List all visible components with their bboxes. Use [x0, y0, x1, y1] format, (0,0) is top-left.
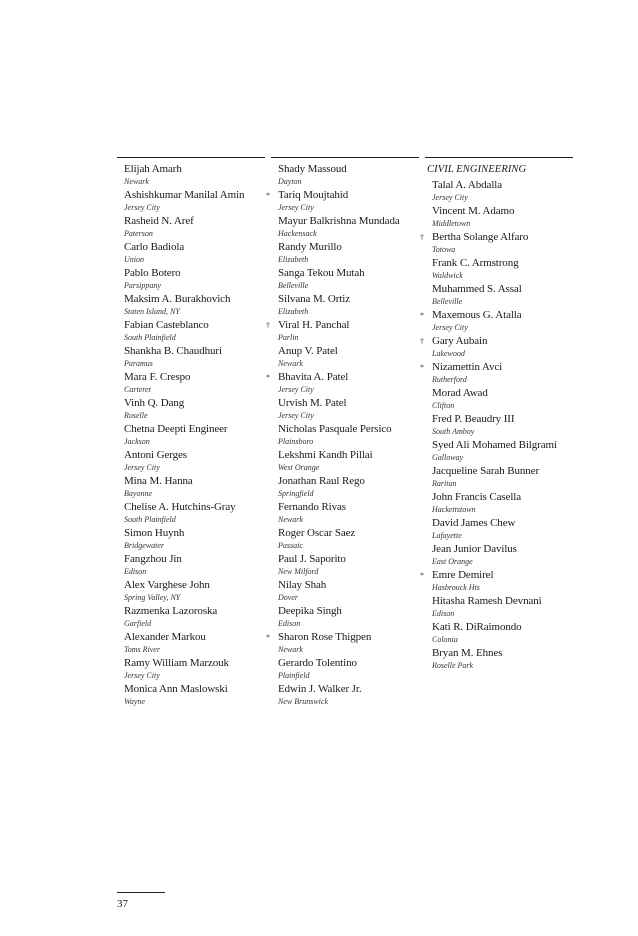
person-name: Fred P. Beaudry III	[432, 413, 515, 425]
hometown: Totowa	[432, 245, 456, 254]
name-column-2	[266, 157, 419, 709]
hometown: Jackson	[124, 437, 150, 446]
person-name: Sharon Rose Thigpen	[278, 631, 372, 643]
person-name: Maxemous G. Atalla	[432, 309, 522, 321]
hometown: Rutherford	[432, 375, 467, 384]
person-name: Razmenka Lazoroska	[124, 605, 218, 617]
list-item	[425, 439, 573, 465]
person-name: Alexander Markou	[124, 631, 206, 643]
list-item	[271, 267, 419, 293]
person-name: Fernando Rivas	[278, 501, 346, 513]
list-item	[117, 267, 265, 293]
hometown: Jersey City	[124, 463, 160, 472]
list-item	[271, 657, 419, 683]
dagger-mark: †	[420, 337, 424, 346]
person-name: Gerardo Tolentino	[278, 657, 357, 669]
person-name: Chetna Deepti Engineer	[124, 423, 228, 435]
hometown: Hackensack	[278, 229, 317, 238]
person-name: Edwin J. Walker Jr.	[278, 683, 362, 695]
person-name: Nizamettin Avci	[432, 361, 503, 373]
dagger-mark: †	[266, 321, 270, 330]
person-name: Shady Massoud	[278, 163, 347, 175]
list-item	[420, 309, 573, 335]
list-item	[425, 413, 573, 439]
hometown: Roselle	[124, 411, 148, 420]
list-item	[117, 501, 265, 527]
person-name: Bryan M. Ehnes	[432, 647, 503, 659]
asterisk-mark: *	[266, 191, 270, 200]
person-name: Tariq Moujtahid	[278, 189, 349, 201]
person-name: Kati R. DiRaimondo	[432, 621, 522, 633]
person-name: Chelise A. Hutchins-Gray	[124, 501, 236, 513]
hometown: Hackettstown	[432, 505, 476, 514]
hometown: Spring Valley, NY	[124, 593, 181, 602]
list-item	[271, 553, 419, 579]
person-name: Carlo Badiola	[124, 241, 185, 253]
hometown: Newark	[278, 645, 303, 654]
list-item	[425, 205, 573, 231]
hometown: Elizabeth	[278, 307, 309, 316]
hometown: Middletown	[432, 219, 471, 228]
person-name: Randy Murillo	[278, 241, 342, 253]
dagger-mark: †	[420, 233, 424, 242]
person-name: Syed Ali Mohamed Bilgrami	[432, 439, 557, 451]
list-item	[266, 319, 419, 345]
list-item	[117, 241, 265, 267]
list-item	[425, 257, 573, 283]
hometown: Galloway	[432, 453, 464, 462]
list-item	[425, 595, 573, 621]
hometown: Lafayette	[432, 531, 462, 540]
hometown: Hasbrouck Hts	[432, 583, 480, 592]
asterisk-mark: *	[420, 571, 424, 580]
column-rule	[117, 157, 265, 158]
list-item	[117, 579, 265, 605]
list-item	[425, 387, 573, 413]
list-item	[425, 543, 573, 569]
list-item	[271, 215, 419, 241]
hometown: Plainsboro	[278, 437, 314, 446]
list-item	[271, 241, 419, 267]
list-item	[420, 231, 573, 257]
list-item	[117, 163, 265, 189]
person-name: Nicholas Pasquale Persico	[278, 423, 392, 435]
column-rule	[425, 157, 573, 158]
list-item	[117, 293, 265, 319]
list-item	[271, 163, 419, 189]
person-name: Jacqueline Sarah Bunner	[432, 465, 540, 477]
entry-list	[266, 163, 419, 709]
hometown: Newark	[278, 515, 303, 524]
footer-rule	[117, 892, 165, 893]
hometown: Paterson	[124, 229, 153, 238]
person-name: Simon Huynh	[124, 527, 185, 539]
list-item	[271, 449, 419, 475]
hometown: Belleville	[432, 297, 463, 306]
person-name: Vincent M. Adamo	[432, 205, 515, 217]
list-item	[117, 319, 265, 345]
hometown: South Plainfield	[124, 515, 176, 524]
hometown: Plainfield	[278, 671, 310, 680]
asterisk-mark: *	[420, 363, 424, 372]
list-item	[117, 527, 265, 553]
hometown: Springfield	[278, 489, 314, 498]
asterisk-mark: *	[420, 311, 424, 320]
list-item	[425, 491, 573, 517]
list-item	[117, 631, 265, 657]
hometown: Jersey City	[278, 385, 314, 394]
hometown: Wayne	[124, 697, 146, 706]
list-item	[425, 517, 573, 543]
hometown: Toms River	[124, 645, 160, 654]
hometown: Bayonne	[124, 489, 152, 498]
list-item	[117, 371, 265, 397]
list-item	[425, 465, 573, 491]
name-column-3	[420, 157, 573, 673]
list-item	[271, 579, 419, 605]
person-name: Pablo Botero	[124, 267, 181, 279]
person-name: Monica Ann Maslowski	[124, 683, 228, 695]
list-item	[266, 189, 419, 215]
person-name: Elijah Amarh	[124, 163, 182, 175]
list-item	[117, 345, 265, 371]
hometown: New Brunswick	[278, 697, 328, 706]
list-item	[117, 605, 265, 631]
hometown: South Amboy	[432, 427, 475, 436]
list-item	[117, 423, 265, 449]
list-item	[117, 215, 265, 241]
hometown: Jersey City	[124, 671, 160, 680]
hometown: New Milford	[278, 567, 319, 576]
hometown: West Orange	[278, 463, 320, 472]
list-item	[271, 397, 419, 423]
list-item	[271, 683, 419, 709]
hometown: Garfield	[124, 619, 152, 628]
hometown: South Plainfield	[124, 333, 176, 342]
hometown: East Orange	[432, 557, 473, 566]
hometown: Jersey City	[124, 203, 160, 212]
hometown: Elizabeth	[278, 255, 309, 264]
hometown: Jersey City	[432, 193, 468, 202]
hometown: Union	[124, 255, 144, 264]
person-name: Rasheid N. Aref	[124, 215, 194, 227]
person-name: Gary Aubain	[432, 335, 488, 347]
list-item	[420, 335, 573, 361]
asterisk-mark: *	[266, 633, 270, 642]
person-name: Jean Junior Davilus	[432, 543, 517, 555]
list-item	[271, 475, 419, 501]
hometown: Newark	[124, 177, 149, 186]
hometown: Clifton	[432, 401, 455, 410]
person-name: Silvana M. Ortiz	[278, 293, 351, 305]
list-item	[271, 605, 419, 631]
list-item	[425, 283, 573, 309]
person-name: Jonathan Raul Rego	[278, 475, 365, 487]
hometown: Raritan	[432, 479, 457, 488]
list-item	[117, 553, 265, 579]
hometown: Edison	[432, 609, 455, 618]
person-name: Frank C. Armstrong	[432, 257, 519, 269]
hometown: Jersey City	[278, 411, 314, 420]
list-item	[425, 179, 573, 205]
hometown: Paramus	[124, 359, 153, 368]
person-name: Mina M. Hanna	[124, 475, 193, 487]
hometown: Passaic	[278, 541, 303, 550]
person-name: Shankha B. Chaudhuri	[124, 345, 222, 357]
person-name: Talal A. Abdalla	[432, 179, 503, 191]
entry-list	[420, 179, 573, 673]
hometown: Waldwick	[432, 271, 463, 280]
hometown: Edison	[124, 567, 147, 576]
hometown: Edison	[278, 619, 301, 628]
person-name: Paul J. Saporito	[278, 553, 346, 565]
entry-list	[117, 163, 265, 709]
list-item	[425, 621, 573, 647]
person-name: Urvish M. Patel	[278, 397, 347, 409]
person-name: Deepika Singh	[278, 605, 342, 617]
hometown: Roselle Park	[432, 661, 474, 670]
person-name: Mara F. Crespo	[124, 371, 191, 383]
page-number: 37	[117, 898, 128, 910]
person-name: David James Chew	[432, 517, 516, 529]
person-name: Alex Varghese John	[124, 579, 210, 591]
person-name: Bertha Solange Alfaro	[432, 231, 529, 243]
list-item	[271, 501, 419, 527]
list-item	[271, 345, 419, 371]
person-name: Hitasha Ramesh Devnani	[432, 595, 542, 607]
hometown: Parlin	[278, 333, 299, 342]
hometown: Lakewood	[432, 349, 465, 358]
person-name: Viral H. Panchal	[278, 319, 350, 331]
person-name: Vinh Q. Dang	[124, 397, 185, 409]
person-name: Maksim A. Burakhovich	[124, 293, 231, 305]
person-name: John Francis Casella	[432, 491, 522, 503]
hometown: Colonia	[432, 635, 458, 644]
hometown: Belleville	[278, 281, 309, 290]
list-item	[420, 361, 573, 387]
list-item	[117, 189, 265, 215]
list-item	[266, 371, 419, 397]
hometown: Carteret	[124, 385, 151, 394]
list-item	[117, 475, 265, 501]
list-item	[271, 293, 419, 319]
asterisk-mark: *	[266, 373, 270, 382]
hometown: Newark	[278, 359, 303, 368]
hometown: Jersey City	[432, 323, 468, 332]
hometown: Staten Island, NY	[124, 307, 180, 316]
person-name: Lekshmi Kandh Pillai	[278, 449, 373, 461]
person-name: Emre Demirel	[432, 569, 494, 581]
person-name: Mayur Balkrishna Mundada	[278, 215, 400, 227]
list-item	[271, 423, 419, 449]
list-item	[271, 527, 419, 553]
person-name: Fangzhou Jin	[124, 553, 182, 565]
hometown: Parsippany	[124, 281, 161, 290]
person-name: Nilay Shah	[278, 579, 327, 591]
person-name: Sanga Tekou Mutah	[278, 267, 365, 279]
name-column-1	[117, 157, 265, 709]
list-item	[117, 683, 265, 709]
list-item	[425, 647, 573, 673]
person-name: Muhammed S. Assal	[432, 283, 522, 295]
person-name: Bhavita A. Patel	[278, 371, 349, 383]
person-name: Anup V. Patel	[278, 345, 338, 357]
person-name: Ramy William Marzouk	[124, 657, 229, 669]
person-name: Fabian Casteblanco	[124, 319, 209, 331]
list-item	[117, 449, 265, 475]
hometown: Bridgewater	[124, 541, 164, 550]
hometown: Jersey City	[278, 203, 314, 212]
hometown: Dayton	[278, 177, 302, 186]
section-heading: CIVIL ENGINEERING	[427, 164, 527, 175]
person-name: Ashishkumar Manilal Amin	[124, 189, 245, 201]
person-name: Morad Awad	[432, 387, 488, 399]
person-name: Antoni Gerges	[124, 449, 187, 461]
list-item	[266, 631, 419, 657]
column-rule	[271, 157, 419, 158]
list-item	[117, 397, 265, 423]
person-name: Roger Oscar Saez	[278, 527, 356, 539]
list-item	[117, 657, 265, 683]
hometown: Dover	[278, 593, 298, 602]
list-item	[420, 569, 573, 595]
